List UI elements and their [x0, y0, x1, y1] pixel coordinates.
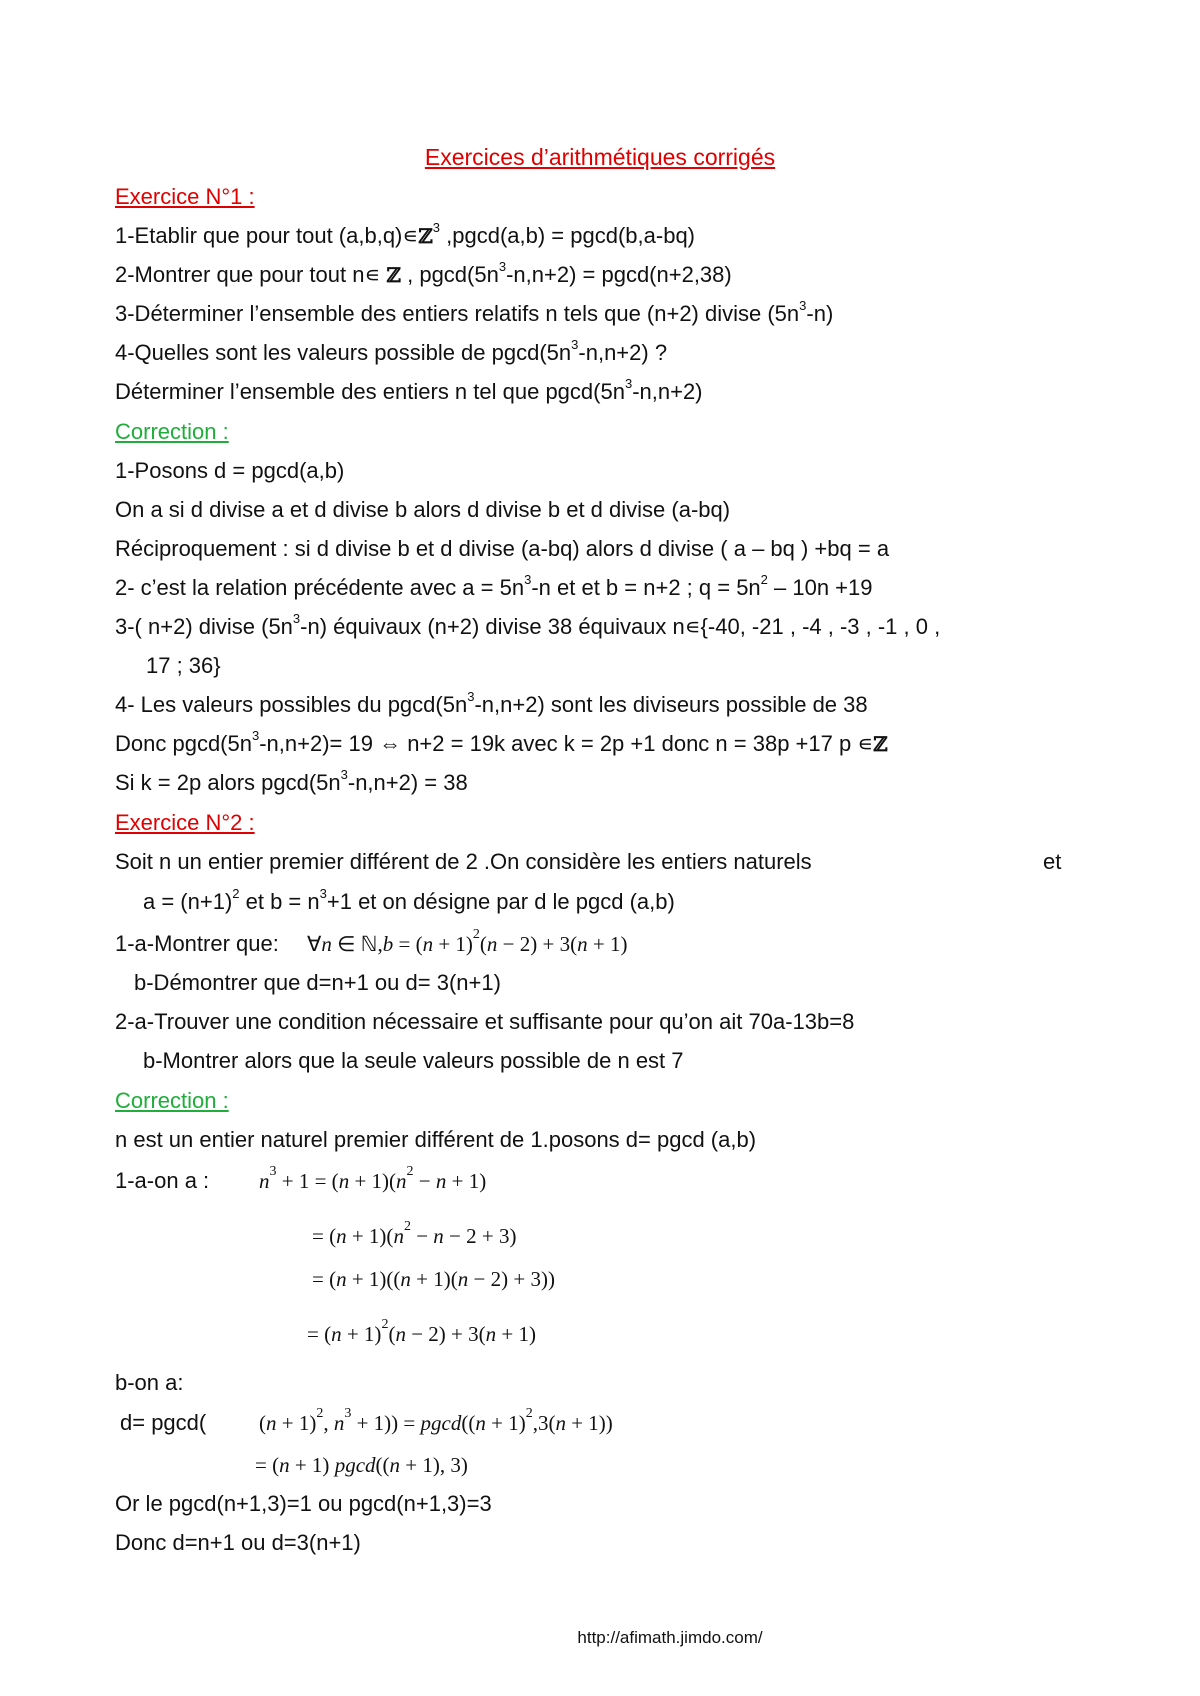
correction-1-line-8: Donc $pgcd(5n^3-n,n+2)= 19$ ⇔ n+2 = 19k avec k = 2p +1 donc n = 38p +17 p ∊ℤ	[115, 727, 888, 756]
correction-2-line-1: n est un entier naturel premier différent de 1.posons d= pgcd (a,b)	[115, 1127, 757, 1152]
exercise-2-heading: Exercice N°2 :	[115, 810, 255, 835]
page-title: Exercices d’arithmétiques corrigés	[424, 144, 776, 170]
exercise-2-formula-1: ∀n ∈ ℕ,b = $(n + 1)^2(n - 2) + 3(n + 1)$	[307, 927, 628, 956]
footer-url: http://afimath.jimdo.com/	[577, 1628, 763, 1647]
exercise-2-line-1: Soit n un entier premier différent de 2 .On considère les entiers naturels	[115, 849, 812, 874]
exercise-2-question-2a: 2-a-Trouver une condition nécessaire et suffisante pour qu’on ait 70a-13b=8	[115, 1009, 855, 1034]
correction-1-line-6: 17 ; 36}	[146, 653, 221, 678]
exercise-2-line-1-et: et	[1043, 849, 1062, 874]
correction-1-line-1: 1-Posons d = pgcd(a,b)	[115, 458, 345, 483]
correction-1-line-2: On a si d divise a et d divise b alors d divise b et d divise (a-bq)	[115, 497, 731, 522]
correction-2-line-6: Donc d=n+1 ou d=3(n+1)	[115, 1530, 361, 1555]
correction-2-line-2: 1-a-on a :	[115, 1168, 210, 1193]
correction-2-equation-2: = $(n + 1)(n^2 - n - 2 + 3)$	[312, 1219, 517, 1248]
exercise-1-question-4: 4-Quelles sont les valeurs possible de $pgcd(5n^3-n,n+2)$ ?	[115, 336, 668, 365]
exercise-2-question-2b: b-Montrer alors que la seule valeurs possible de n est 7	[143, 1048, 684, 1073]
correction-2-line-3: b-on a:	[115, 1370, 184, 1395]
exercise-1-question-5: Déterminer l’ensemble des entiers n tel que $pgcd(5n^3-n,n+2)$	[115, 375, 703, 404]
correction-1-line-4: 2- c’est la relation précédente avec $a = 5n^3-n$ et et b = n+2 ; $q = 5n^2 - 10n +19$	[115, 571, 873, 600]
correction-1-heading: Correction :	[115, 419, 229, 444]
correction-2-line-5: Or le pgcd(n+1,3)=1 ou pgcd(n+1,3)=3	[115, 1491, 492, 1516]
exercise-1-question-2: 2-Montrer que pour tout n∊ ℤ , $pgcd(5n^3-n,n+2) = pgcd(n+2,38)$	[115, 258, 732, 287]
correction-1-line-7: 4- Les valeurs possibles du $pgcd(5n^3-n,n+2)$ sont les diviseurs possible de 38	[115, 688, 868, 717]
exercise-2-question-1a: 1-a-Montrer que:	[115, 931, 279, 956]
exercise-2-line-2: $a = (n+1)^2$ et $b = n^3+1$ et on désigne par d le pgcd (a,b)	[143, 885, 675, 914]
correction-2-line-4: d= pgcd(	[120, 1410, 207, 1435]
correction-1-line-3: Réciproquement : si d divise b et d divise (a-bq) alors d divise ( a – bq ) +bq = a	[115, 536, 890, 561]
exercise-1-heading: Exercice N°1 :	[115, 184, 255, 209]
correction-2-equation-5: $(n + 1)^2$, $n^3 + 1)) = pgcd((n + 1)^2,3(n + 1))$	[259, 1406, 613, 1435]
correction-2-equation-3: = (n + 1)((n + 1)(n − 2) + 3))	[312, 1267, 555, 1291]
exercise-1-question-3: 3-Déterminer l’ensemble des entiers relatifs n tels que (n+2) divise $(5n^3-n)$	[115, 297, 834, 326]
correction-1-line-9: Si k = 2p alors $pgcd(5n^3-n,n+2) = 38$	[115, 766, 468, 795]
correction-2-equation-1: $n^3 + 1 = (n + 1)(n^2 - n + 1)$	[259, 1164, 487, 1193]
correction-2-heading: Correction :	[115, 1088, 229, 1113]
correction-1-line-5: 3-( n+2) divise $(5n^3-n)$ équivaux (n+2) divise 38 équivaux n∊{-40, -21 , -4 , -3 , -1 , 0 ,	[115, 610, 941, 639]
correction-2-equation-6: = (n + 1) pgcd((n + 1), 3)	[255, 1453, 468, 1477]
correction-2-equation-4: = $(n + 1)^2(n - 2) + 3(n + 1)$	[307, 1317, 536, 1346]
exercise-2-question-1b: b-Démontrer que d=n+1 ou d= 3(n+1)	[134, 970, 501, 995]
exercise-1-question-1: 1-Etablir que pour tout (a,b,q)∊ℤ$^3$ ,pgcd(a,b) = pgcd(b,a-bq)	[115, 219, 696, 248]
